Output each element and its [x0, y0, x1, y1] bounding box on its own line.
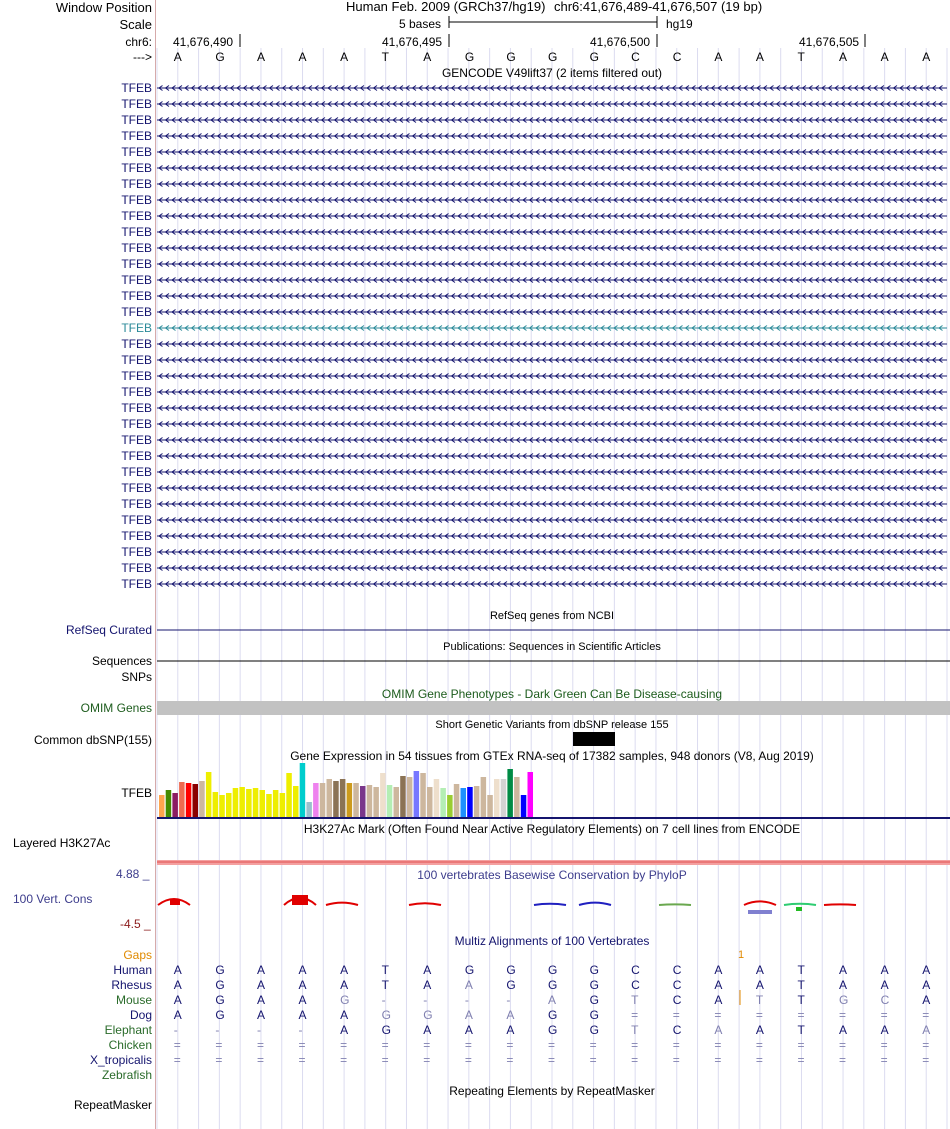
aligned-base: T: [755, 993, 764, 1007]
aligned-base: C: [631, 963, 640, 977]
gtex-tissue-bar: [454, 784, 460, 817]
gtex-tissue-bar: [253, 788, 258, 817]
aligned-base: A: [755, 1023, 764, 1037]
gtex-tissue-bar: [461, 788, 467, 817]
aligned-base: =: [880, 1038, 888, 1052]
aligned-base: C: [631, 978, 640, 992]
aligned-base: =: [797, 1008, 805, 1022]
gtex-tissue-bar: [193, 784, 199, 817]
gencode-gene-label[interactable]: TFEB: [121, 465, 152, 479]
aligned-base: =: [298, 1038, 306, 1052]
aligned-base: =: [215, 1038, 223, 1052]
gencode-gene-label[interactable]: TFEB: [121, 529, 152, 543]
aligned-base: G: [215, 1008, 225, 1022]
position-range: chr6:41,676,489-41,676,507 (19 bp): [554, 0, 763, 14]
base-letter: A: [839, 50, 848, 64]
aligned-base: =: [672, 1053, 680, 1067]
base-letter: T: [381, 50, 390, 64]
aligned-base: A: [714, 978, 723, 992]
base-letter: A: [298, 50, 307, 64]
aligned-base: -: [215, 1023, 220, 1037]
aligned-base: =: [173, 1053, 181, 1067]
gtex-tissue-bar: [467, 787, 473, 817]
species-label[interactable]: Dog: [129, 1008, 152, 1022]
aligned-base: =: [839, 1008, 847, 1022]
gencode-gene-label[interactable]: TFEB: [121, 449, 152, 463]
gtex-tissue-bar: [286, 773, 292, 817]
aligned-base: A: [173, 993, 182, 1007]
base-letter: A: [755, 50, 764, 64]
aligned-base: G: [215, 963, 225, 977]
gencode-gene-label[interactable]: TFEB: [121, 193, 152, 207]
gtex-tissue-bar: [440, 788, 446, 817]
phylop-track-label[interactable]: 100 Vert. Cons: [13, 892, 93, 906]
gtex-tissue-bar: [260, 790, 266, 817]
aligned-base: C: [880, 993, 890, 1007]
phylop-glyph: [824, 904, 856, 905]
aligned-base: A: [298, 993, 307, 1007]
aligned-base: -: [173, 1023, 178, 1037]
aligned-base: G: [548, 1008, 558, 1022]
aligned-base: A: [340, 1023, 349, 1037]
gencode-gene-label[interactable]: TFEB: [121, 209, 152, 223]
gtex-tissue-bar: [501, 779, 507, 817]
gtex-tissue-bar: [246, 789, 252, 817]
gencode-gene-label[interactable]: TFEB: [121, 513, 152, 527]
aligned-base: =: [423, 1053, 431, 1067]
aligned-base: =: [423, 1038, 431, 1052]
gencode-gene-label[interactable]: TFEB: [121, 177, 152, 191]
phylop-mark: [796, 907, 802, 911]
aligned-base: -: [464, 993, 469, 1007]
aligned-base: A: [714, 1023, 723, 1037]
omim-track-label[interactable]: OMIM Genes: [80, 701, 152, 715]
aligned-base: A: [298, 963, 307, 977]
gtex-tissue-bar: [219, 795, 225, 817]
gtex-tissue-bar: [434, 779, 440, 817]
aligned-base: =: [797, 1053, 805, 1067]
phylop-min-label: -4.5 _: [120, 917, 151, 931]
gencode-gene-label[interactable]: TFEB: [121, 289, 152, 303]
gencode-gene-label[interactable]: TFEB: [121, 369, 152, 383]
refseq-track-title: RefSeq genes from NCBI: [489, 610, 615, 622]
repeatmasker-track-title: Repeating Elements by RepeatMasker: [449, 1084, 655, 1098]
gtex-tissue-bar: [239, 787, 245, 817]
phylop-glyph: [326, 903, 358, 905]
aligned-base: =: [922, 1038, 930, 1052]
aligned-base: A: [173, 963, 182, 977]
gtex-tissue-bar: [367, 785, 373, 817]
aligned-base: T: [381, 978, 390, 992]
gtex-track-title: Gene Expression in 54 tissues from GTEx RNA-seq of 17382 samples, 948 donors (V8, Aug 2019): [290, 749, 814, 763]
aligned-base: =: [755, 1053, 763, 1067]
aligned-base: =: [589, 1038, 597, 1052]
phylop-mark: [170, 900, 180, 905]
omim-phenotype-bar: [157, 701, 950, 715]
gencode-gene-label[interactable]: TFEB: [121, 97, 152, 111]
aligned-base: =: [631, 1038, 639, 1052]
gtex-tissue-bar: [360, 786, 366, 817]
gtex-tissue-bar: [159, 795, 165, 817]
aligned-base: =: [548, 1038, 556, 1052]
aligned-base: =: [173, 1038, 181, 1052]
gtex-tissue-bar: [333, 781, 339, 817]
aligned-base: A: [256, 963, 265, 977]
phylop-mark: [748, 910, 772, 914]
gtex-tissue-bar: [427, 787, 433, 817]
phylop-max-label: 4.88 _: [116, 867, 150, 881]
species-label[interactable]: Chicken: [108, 1038, 152, 1052]
coord-tick-label: 41,676,490: [173, 35, 234, 49]
aligned-base: G: [381, 1023, 392, 1037]
aligned-base: A: [340, 963, 349, 977]
aligned-base: T: [631, 1023, 639, 1037]
aligned-base: T: [797, 963, 805, 977]
gtex-tissue-bar: [521, 795, 527, 817]
aligned-base: T: [797, 1023, 805, 1037]
base-letter: A: [340, 50, 349, 64]
gencode-gene-label[interactable]: TFEB: [121, 145, 152, 159]
aligned-base: A: [298, 1008, 307, 1022]
gtex-tissue-bar: [387, 785, 393, 817]
gtex-tissue-bar: [199, 781, 205, 817]
gtex-tissue-bar: [320, 783, 326, 817]
gtex-tissue-bar: [347, 783, 353, 817]
aligned-base: =: [755, 1008, 763, 1022]
gtex-tissue-bar: [186, 783, 192, 817]
aligned-base: -: [256, 1023, 261, 1037]
aligned-base: =: [631, 1053, 639, 1067]
aligned-base: C: [672, 963, 682, 977]
gtex-tissue-bar: [172, 793, 178, 817]
gencode-gene-label[interactable]: TFEB: [121, 113, 152, 127]
gencode-gene-label[interactable]: TFEB: [121, 241, 152, 255]
aligned-base: =: [589, 1053, 597, 1067]
assembly-title: Human Feb. 2009 (GRCh37/hg19): [346, 0, 546, 14]
base-letter: A: [423, 50, 432, 64]
aligned-base: A: [755, 963, 764, 977]
gtex-tissue-bar: [507, 769, 513, 817]
aligned-base: =: [714, 1053, 722, 1067]
aligned-base: G: [589, 978, 599, 992]
aligned-base: C: [672, 993, 682, 1007]
aligned-base: A: [714, 993, 723, 1007]
aligned-base: =: [631, 1008, 639, 1022]
phylop-mark: [292, 895, 308, 905]
gtex-tissue-bar: [226, 793, 232, 817]
species-label[interactable]: Elephant: [104, 1023, 152, 1037]
aligned-base: G: [548, 978, 558, 992]
aligned-base: =: [464, 1038, 472, 1052]
base-letter: G: [506, 50, 516, 64]
aligned-base: A: [256, 993, 265, 1007]
aligned-base: A: [340, 1008, 349, 1022]
gtex-tissue-bar: [494, 779, 500, 817]
aligned-base: A: [880, 978, 889, 992]
gencode-gene-label[interactable]: TFEB: [121, 401, 152, 415]
base-letter: A: [714, 50, 723, 64]
species-label[interactable]: Mouse: [115, 993, 152, 1007]
aligned-base: A: [423, 978, 432, 992]
aligned-base: A: [423, 963, 432, 977]
aligned-base: G: [506, 978, 516, 992]
aligned-base: A: [922, 993, 931, 1007]
base-letter: A: [880, 50, 889, 64]
gencode-gene-label[interactable]: TFEB: [121, 337, 152, 351]
base-letter: C: [631, 50, 640, 64]
gtex-tissue-bar: [474, 786, 480, 817]
base-letter: T: [797, 50, 805, 64]
gtex-tissue-bar: [166, 790, 172, 817]
base-letter: C: [672, 50, 682, 64]
aligned-base: G: [340, 993, 350, 1007]
aligned-base: -: [381, 993, 386, 1007]
aligned-base: G: [548, 1023, 558, 1037]
aligned-base: =: [464, 1053, 472, 1067]
base-letter: G: [464, 50, 475, 64]
aligned-base: T: [381, 963, 390, 977]
aligned-base: =: [256, 1053, 264, 1067]
gtex-tissue-bar: [420, 773, 426, 817]
species-label[interactable]: X_tropicalis: [89, 1053, 152, 1067]
gtex-tissue-bar: [313, 783, 319, 817]
aligned-base: =: [839, 1038, 847, 1052]
aligned-base: G: [839, 993, 849, 1007]
aligned-base: =: [340, 1038, 348, 1052]
aligned-base: =: [880, 1008, 888, 1022]
dbsnp-variant-block: [573, 732, 615, 746]
aligned-base: =: [256, 1038, 264, 1052]
gtex-tissue-bar: [206, 772, 212, 817]
aligned-base: A: [173, 1008, 182, 1022]
gencode-gene-label[interactable]: TFEB: [121, 497, 152, 511]
gencode-gene-label[interactable]: TFEB: [121, 577, 152, 591]
gencode-gene-label[interactable]: TFEB: [121, 273, 152, 287]
aligned-base: A: [922, 978, 931, 992]
gencode-track-title: GENCODE V49lift37 (2 items filtered out): [441, 66, 663, 80]
coord-tick-label: 41,676,495: [382, 35, 443, 49]
gtex-tissue-bar: [514, 777, 520, 817]
aligned-base: =: [839, 1053, 847, 1067]
aligned-base: =: [714, 1008, 722, 1022]
multiz-track-title: Multiz Alignments of 100 Vertebrates: [454, 934, 650, 948]
aligned-base: -: [506, 993, 511, 1007]
aligned-base: =: [381, 1038, 389, 1052]
aligned-base: =: [548, 1053, 556, 1067]
aligned-base: =: [672, 1008, 680, 1022]
gencode-gene-label[interactable]: TFEB: [121, 81, 152, 95]
aligned-base: A: [256, 1008, 265, 1022]
aligned-base: =: [381, 1053, 389, 1067]
gtex-track-label[interactable]: TFEB: [121, 786, 152, 800]
publications-track-title: Publications: Sequences in Scientific Articles: [443, 641, 661, 653]
gencode-gene-label[interactable]: TFEB: [121, 481, 152, 495]
omim-track-title: OMIM Gene Phenotypes - Dark Green Can Be Disease-causing: [381, 687, 723, 701]
aligned-base: A: [839, 963, 848, 977]
gtex-tissue-bar: [306, 802, 312, 817]
aligned-base: A: [256, 978, 265, 992]
gtex-tissue-bar: [213, 792, 219, 817]
gencode-gene-label[interactable]: TFEB: [121, 545, 152, 559]
phylop-glyph: [784, 904, 816, 905]
repeatmasker-track-label[interactable]: RepeatMasker: [73, 1098, 152, 1112]
aligned-base: A: [506, 1023, 515, 1037]
gtex-tissue-bar: [280, 793, 286, 817]
gtex-tissue-bar: [327, 779, 333, 817]
aligned-base: -: [298, 1023, 303, 1037]
aligned-base: A: [464, 1008, 473, 1022]
phylop-glyph: [534, 904, 566, 905]
strand-arrow-label: --->: [133, 50, 152, 64]
gencode-gene-label[interactable]: TFEB: [121, 321, 152, 335]
gap-count-mark: 1: [738, 949, 745, 961]
gencode-gene-label[interactable]: TFEB: [121, 257, 152, 271]
chrom-label: chr6:: [125, 35, 152, 49]
gencode-gene-label[interactable]: TFEB: [121, 385, 152, 399]
aligned-base: T: [797, 993, 805, 1007]
aligned-base: A: [173, 978, 182, 992]
aligned-base: =: [672, 1038, 680, 1052]
scale-db: hg19: [666, 17, 693, 31]
dbsnp-track-label[interactable]: Common dbSNP(155): [33, 733, 152, 747]
gtex-tissue-bar: [394, 787, 400, 817]
aligned-base: -: [423, 993, 428, 1007]
aligned-base: A: [922, 963, 931, 977]
base-letter: G: [215, 50, 225, 64]
aligned-base: C: [672, 978, 682, 992]
coord-tick-label: 41,676,505: [799, 35, 860, 49]
base-letter: G: [548, 50, 558, 64]
aligned-base: =: [797, 1038, 805, 1052]
gencode-gene-label[interactable]: TFEB: [121, 561, 152, 575]
aligned-base: G: [589, 963, 599, 977]
gtex-tissue-bar: [179, 782, 185, 817]
aligned-base: =: [506, 1038, 514, 1052]
gencode-gene-label[interactable]: TFEB: [121, 161, 152, 175]
gtex-tissue-bar: [340, 779, 346, 817]
species-label[interactable]: Zebrafish: [101, 1068, 152, 1082]
aligned-base: T: [631, 993, 639, 1007]
gtex-tissue-bar: [293, 786, 299, 817]
aligned-base: =: [215, 1053, 223, 1067]
gencode-gene-label[interactable]: TFEB: [121, 417, 152, 431]
base-letter: A: [922, 50, 931, 64]
snps-track-label[interactable]: SNPs: [121, 670, 152, 684]
aligned-base: A: [755, 978, 764, 992]
aligned-base: A: [922, 1023, 931, 1037]
gencode-gene-label[interactable]: TFEB: [121, 433, 152, 447]
aligned-base: G: [589, 993, 599, 1007]
aligned-base: A: [464, 1023, 473, 1037]
phylop-glyph: [409, 903, 441, 905]
aligned-base: =: [298, 1053, 306, 1067]
aligned-base: A: [839, 978, 848, 992]
window-position-label: Window Position: [55, 0, 152, 15]
gtex-tissue-bar: [373, 787, 379, 817]
gencode-gene-label[interactable]: TFEB: [121, 353, 152, 367]
aligned-base: T: [797, 978, 805, 992]
gtex-tissue-bar: [266, 794, 272, 817]
aligned-base: G: [589, 1008, 599, 1022]
aligned-base: =: [755, 1038, 763, 1052]
aligned-base: A: [714, 963, 723, 977]
aligned-base: G: [506, 963, 516, 977]
base-letter: G: [589, 50, 599, 64]
aligned-base: C: [672, 1023, 682, 1037]
aligned-base: G: [423, 1008, 433, 1022]
gencode-gene-label[interactable]: TFEB: [121, 225, 152, 239]
aligned-base: G: [464, 963, 475, 977]
dbsnp-track-title: Short Genetic Variants from dbSNP release 155: [435, 719, 669, 731]
aligned-base: G: [548, 963, 558, 977]
gtex-tissue-bar: [407, 777, 413, 817]
aligned-base: G: [215, 978, 225, 992]
sequences-track-label[interactable]: Sequences: [91, 654, 152, 668]
gtex-tissue-bar: [233, 788, 239, 817]
gtex-tissue-bar: [528, 772, 534, 817]
aligned-base: A: [464, 978, 473, 992]
phylop-glyph: [579, 903, 611, 905]
gtex-tissue-bar: [353, 783, 359, 817]
gaps-label[interactable]: Gaps: [123, 948, 152, 962]
gtex-tissue-bar: [273, 790, 279, 817]
h3k27ac-track-label[interactable]: Layered H3K27Ac: [13, 836, 111, 850]
aligned-base: G: [589, 1023, 599, 1037]
species-label[interactable]: Rhesus: [111, 978, 152, 992]
gtex-tissue-bar: [300, 763, 306, 817]
gtex-tissue-bar: [414, 771, 420, 817]
gencode-gene-label[interactable]: TFEB: [121, 129, 152, 143]
aligned-base: =: [506, 1053, 514, 1067]
scale-text: 5 bases: [399, 17, 442, 31]
aligned-base: A: [506, 1008, 515, 1022]
gtex-tissue-bar: [400, 776, 406, 817]
gtex-tissue-bar: [481, 777, 487, 817]
gtex-tissue-bar: [380, 773, 386, 817]
h3k27ac-track-title: H3K27Ac Mark (Often Found Near Active Regulatory Elements) on 7 cell lines from ENCODE: [303, 822, 801, 836]
aligned-base: A: [839, 1023, 848, 1037]
base-letter: A: [256, 50, 265, 64]
aligned-base: =: [922, 1008, 930, 1022]
refseq-track-label[interactable]: RefSeq Curated: [65, 623, 152, 637]
aligned-base: A: [548, 993, 557, 1007]
gtex-tissue-bar: [447, 795, 453, 817]
aligned-base: A: [880, 1023, 889, 1037]
coord-tick-label: 41,676,500: [590, 35, 651, 49]
gtex-tissue-bar: [487, 795, 493, 817]
aligned-base: A: [423, 1023, 432, 1037]
aligned-base: A: [880, 963, 889, 977]
phylop-track-title: 100 vertebrates Basewise Conservation by PhyloP: [417, 868, 687, 882]
aligned-base: =: [714, 1038, 722, 1052]
aligned-base: G: [215, 993, 225, 1007]
aligned-base: =: [922, 1053, 930, 1067]
aligned-base: A: [340, 978, 349, 992]
base-letter: A: [173, 50, 182, 64]
aligned-base: =: [340, 1053, 348, 1067]
aligned-base: G: [381, 1008, 392, 1022]
gencode-gene-label[interactable]: TFEB: [121, 305, 152, 319]
species-label[interactable]: Human: [113, 963, 152, 977]
phylop-glyph: [659, 904, 691, 905]
aligned-base: =: [880, 1053, 888, 1067]
aligned-base: A: [298, 978, 307, 992]
scale-label: Scale: [119, 17, 152, 32]
